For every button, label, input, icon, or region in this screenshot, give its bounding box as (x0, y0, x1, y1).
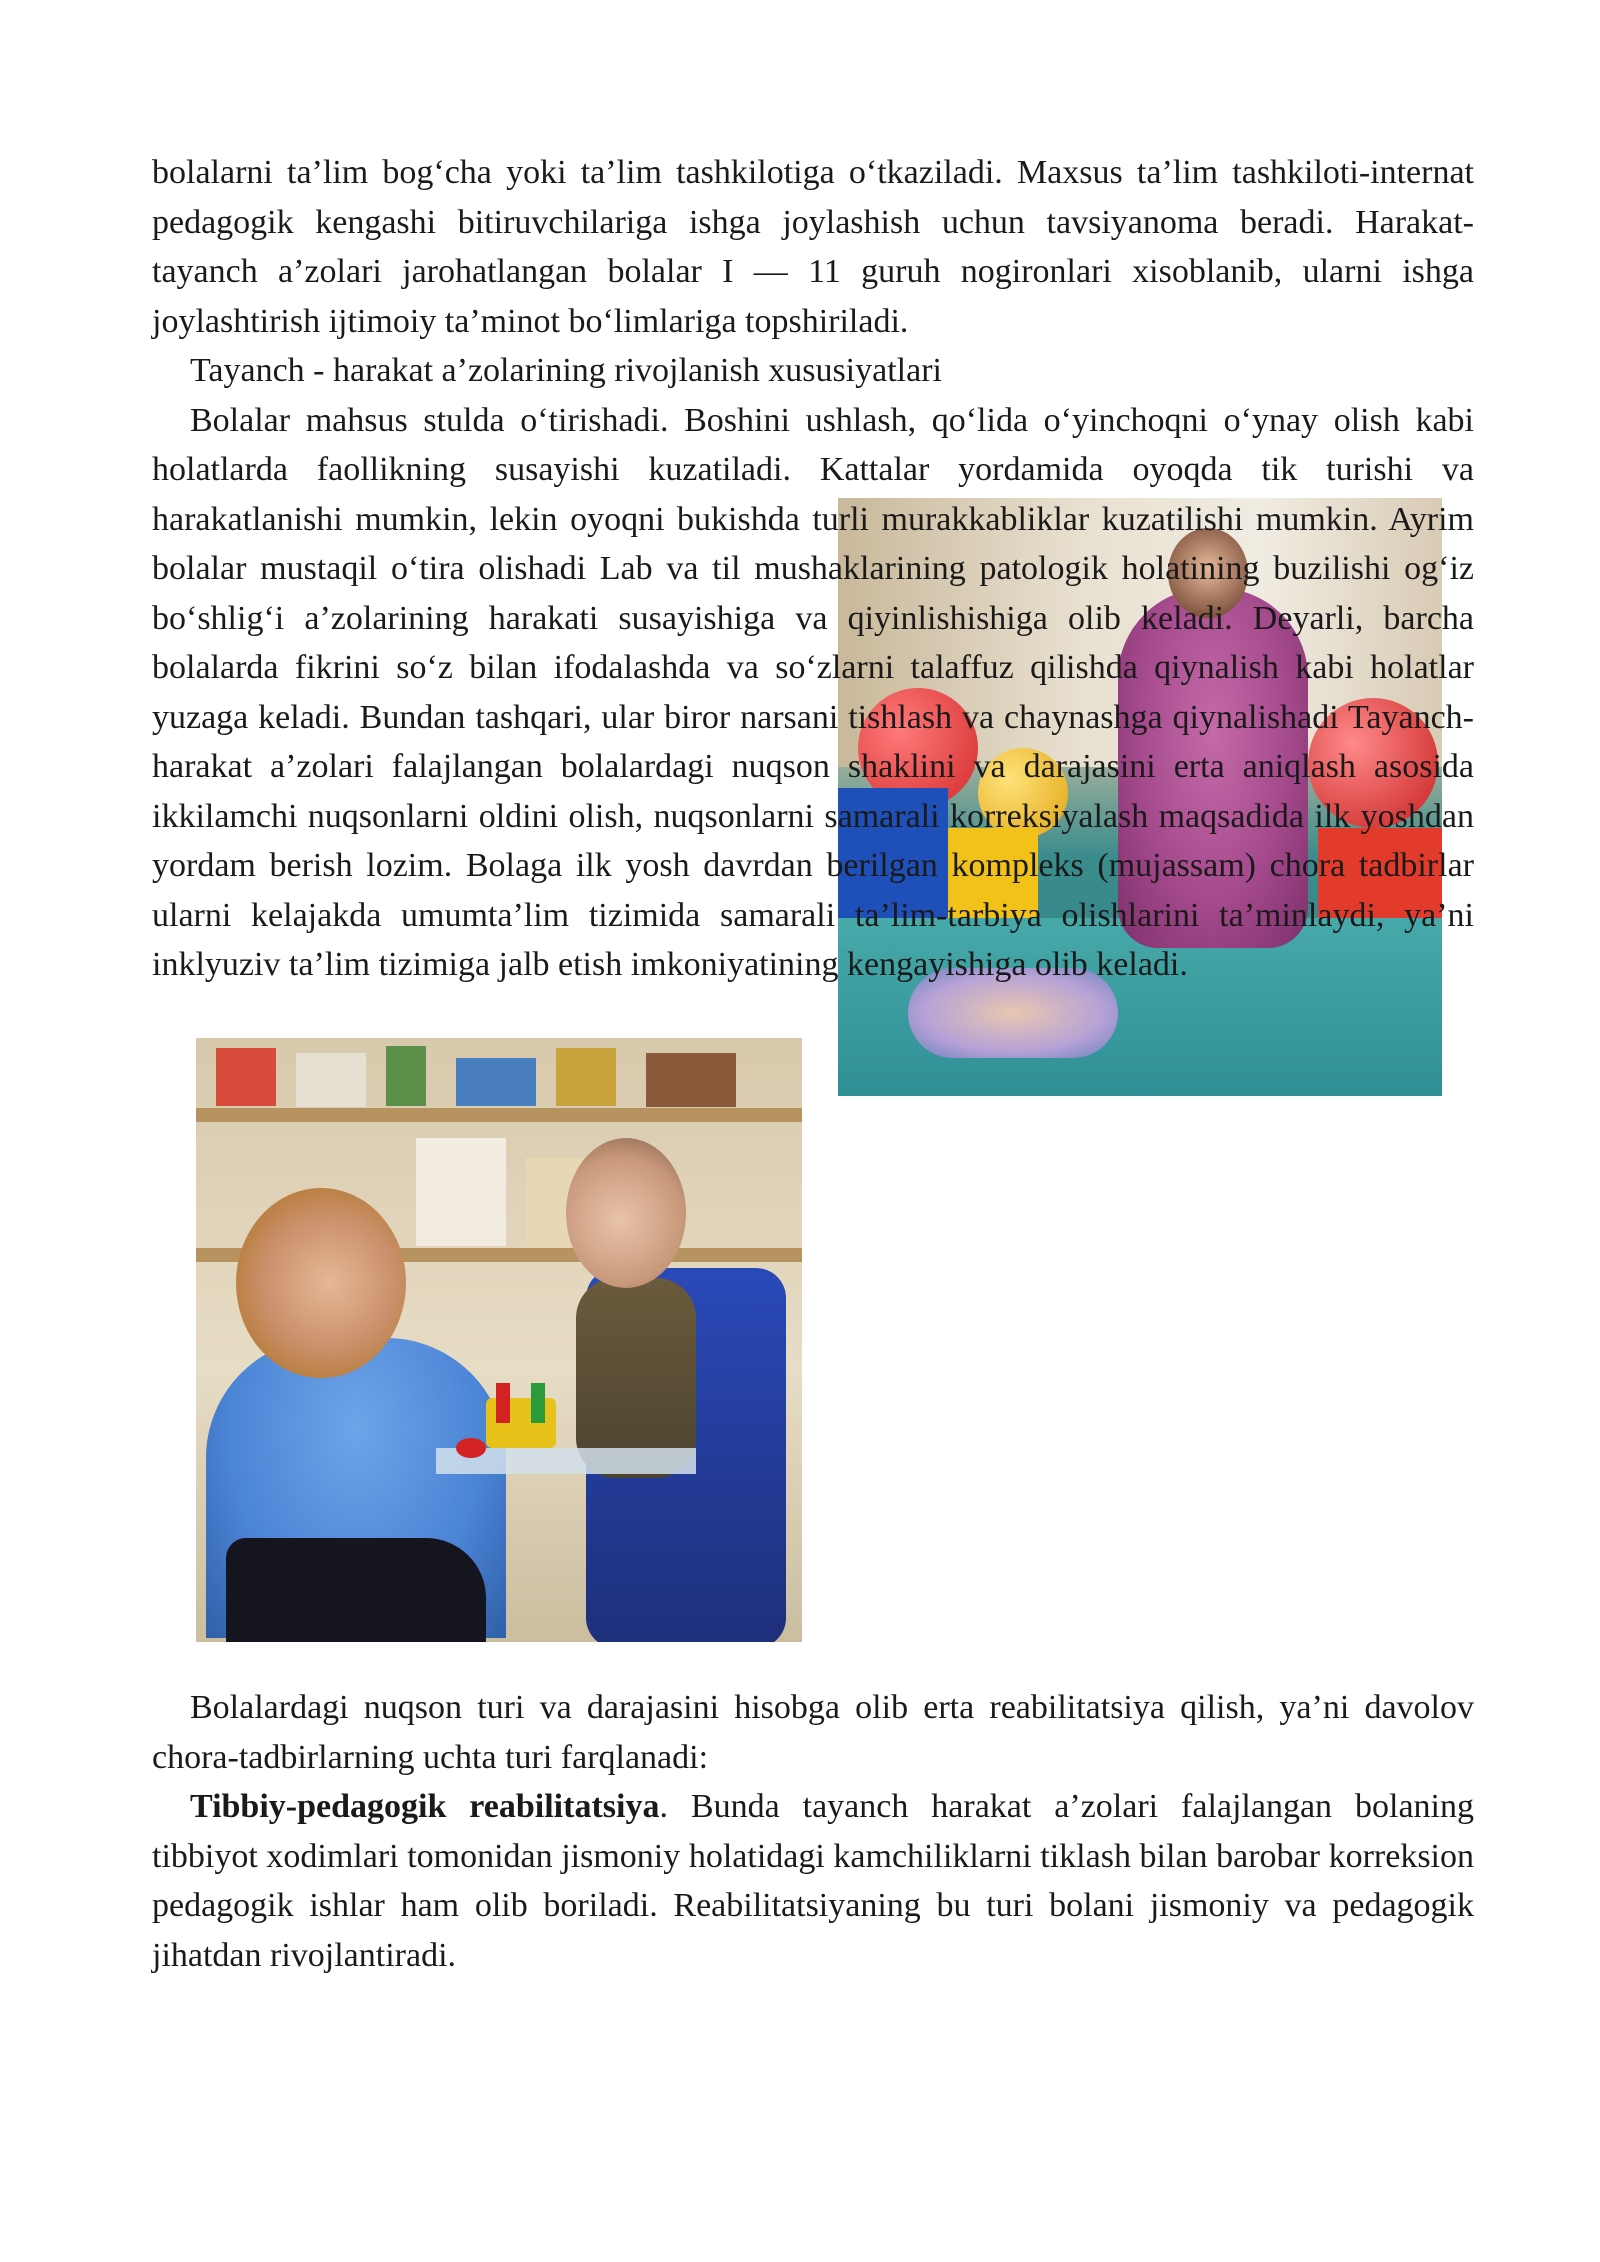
paragraph: Bolalardagi nuqson turi va darajasini hisobga olib erta reabilitatsiya qilish, ya’ni davolov chora-tadbirlarning uchta turi farqlanadi: (152, 1689, 1474, 1776)
bottom-text-block (152, 1683, 1474, 1980)
bold-term: Tibbiy-pedagogik reabilitatsiya (190, 1788, 660, 1825)
paragraph: bolalarni ta’lim bog‘cha yoki ta’lim tashkilotiga o‘tkaziladi. Maxsus ta’lim tashkiloti-internat pedagogik kengashi bitiruvchilariga ishga joylashish uchun tavsiyanoma beradi. Harakat-tayanch a’zolari jarohatlangan bolalar I — 11 guruh nogironlari xisoblanib, ularni ishga joylashtirish ijtimoiy ta’minot bo‘limlariga topshiriladi. (152, 154, 1474, 340)
wheelchair-therapy-photo (196, 1038, 802, 1642)
paragraph-text: . Bunda tayanch harakat a’zolari falajlangan bolaning tibbiyot xodimlari tomonidan jismoniy holatidagi kamchiliklarni tiklash bilan barobar korreksion pedagogik ishlar ham olib boriladi. Reabilitatsiyaning bu turi bolani jismoniy va pedagogik jihatdan rivojlantiradi. (152, 1788, 1474, 1974)
paragraph: Bolalar mahsus stulda o‘tirishadi. Boshini ushlash, qo‘lida o‘yinchoqni o‘ynay olish kabi holatlarda faollikning susayishi kuzatiladi. Kattalar yordamida oyoqda tik turishi va harakatlanishi mumkin, lekin oyoqni bukishda turli murakkabliklar kuzatilishi mumkin. Ayrim bolalar mustaqil o‘tira olishadi Lab va til mushaklarining patologik holatining buzilishi og‘iz bo‘shlig‘i a’zolarining harakati susayishiga va qiyinlishishiga olib keladi. Deyarli, barcha bolalarda fikrini so‘z bilan ifodalashda va so‘zlarni talaffuz qilishda qiynalish kabi holatlar yuzaga keladi. Bundan tashqari, ular biror narsani tishlash va chaynashga qiynalishadi Tayanch-harakat a’zolari falajlangan bolalardagi nuqson shaklini va darajasini erta aniqlash asosida ikkilamchi nuqsonlarni oldini olish, nuqsonlarni samarali korreksiyalash maqsadida ilk yoshdan yordam berish lozim. Bolaga ilk yosh davrdan berilgan kompleks (mujassam) chora tadbirlar ularni kelajakda umumta’lim tizimida samarali ta’lim-tarbiya olishlarini ta’minlaydi, ya’ni inklyuziv ta’lim tizimiga jalb etish imkoniyatining kengayishiga olib keladi. (152, 401, 1474, 983)
section-heading: Tayanch - harakat a’zolarining rivojlanish xususiyatlari (190, 352, 942, 389)
top-text-block (152, 148, 1474, 990)
paragraph (152, 1782, 1474, 1980)
